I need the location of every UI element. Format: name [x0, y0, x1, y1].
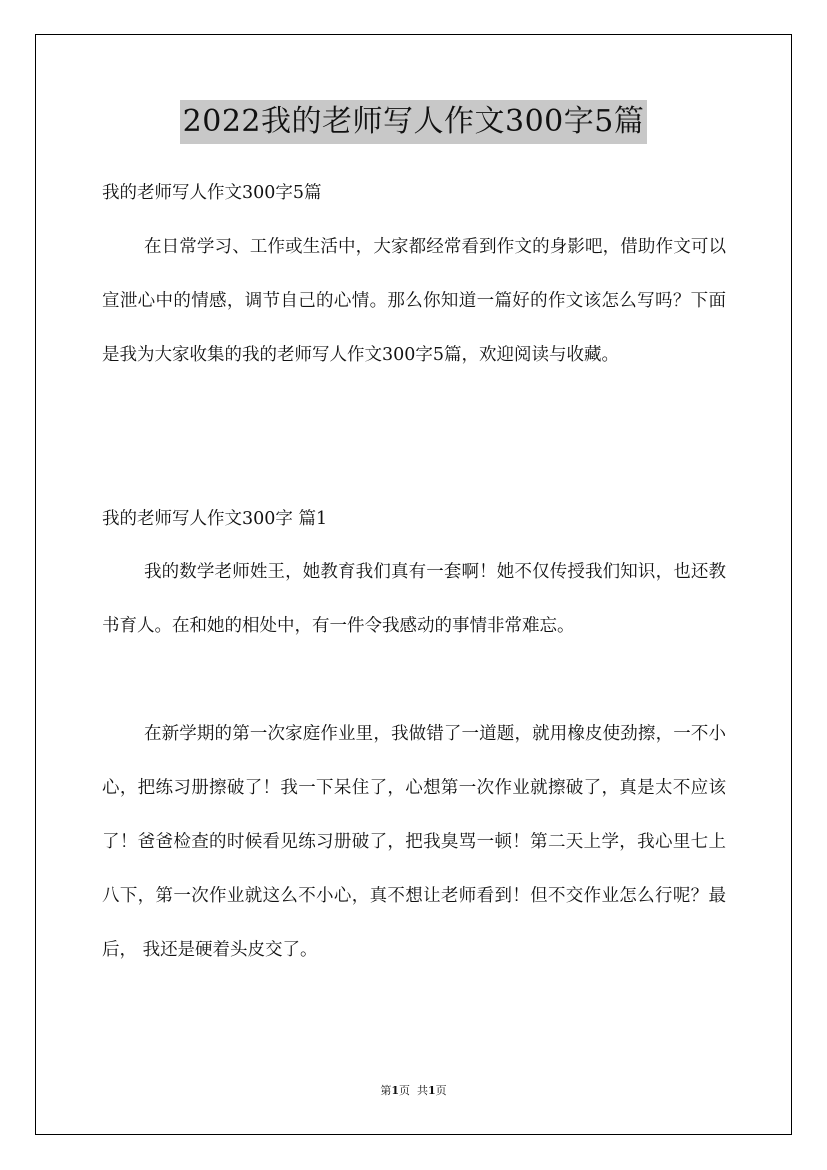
document-subtitle: 我的老师写人作文300字5篇 — [102, 183, 322, 203]
footer-page-number: 1 — [391, 1084, 399, 1097]
footer-suffix: 页 — [435, 1084, 447, 1097]
document-title — [0, 100, 827, 144]
section-1-paragraph-1: 我的数学老师姓王，她教育我们真有一套啊！她不仅传授我们知识，也还教书育人。在和她的相处中，有一件令我感动的事情非常难忘。 — [102, 562, 726, 636]
footer-prefix: 第 — [380, 1084, 392, 1097]
footer-mid: 页 共 — [399, 1084, 428, 1097]
intro-paragraph: 在日常学习、工作或生活中，大家都经常看到作文的身影吧，借助作文可以宣泄心中的情感，调节自己的心情。那么你知道一篇好的作文该怎么写吗？下面是我为大家收集的我的老师写人作文300字5篇，欢迎阅读与收藏。 — [102, 237, 726, 365]
section-1-heading: 我的老师写人作文300字 篇1 — [102, 509, 328, 529]
section-1-paragraph-2: 在新学期的第一次家庭作业里，我做错了一道题，就用橡皮使劲擦，一不小心，把练习册擦破了！我一下呆住了，心想第一次作业就擦破了，真是太不应该 了！爸爸检查的时候看见练习册破了，把我臭骂一顿！第二天上学，我心里七上八下，第一次作业就这么不小心，真不想让老师看到！但不交作业怎么行呢？最后， 我还是硬着头皮交了。 — [102, 724, 726, 960]
page-footer — [0, 1083, 827, 1099]
footer-total-pages: 1 — [428, 1084, 436, 1097]
document-title-text: 2022我的老师写人作文300字5篇 — [180, 100, 648, 144]
